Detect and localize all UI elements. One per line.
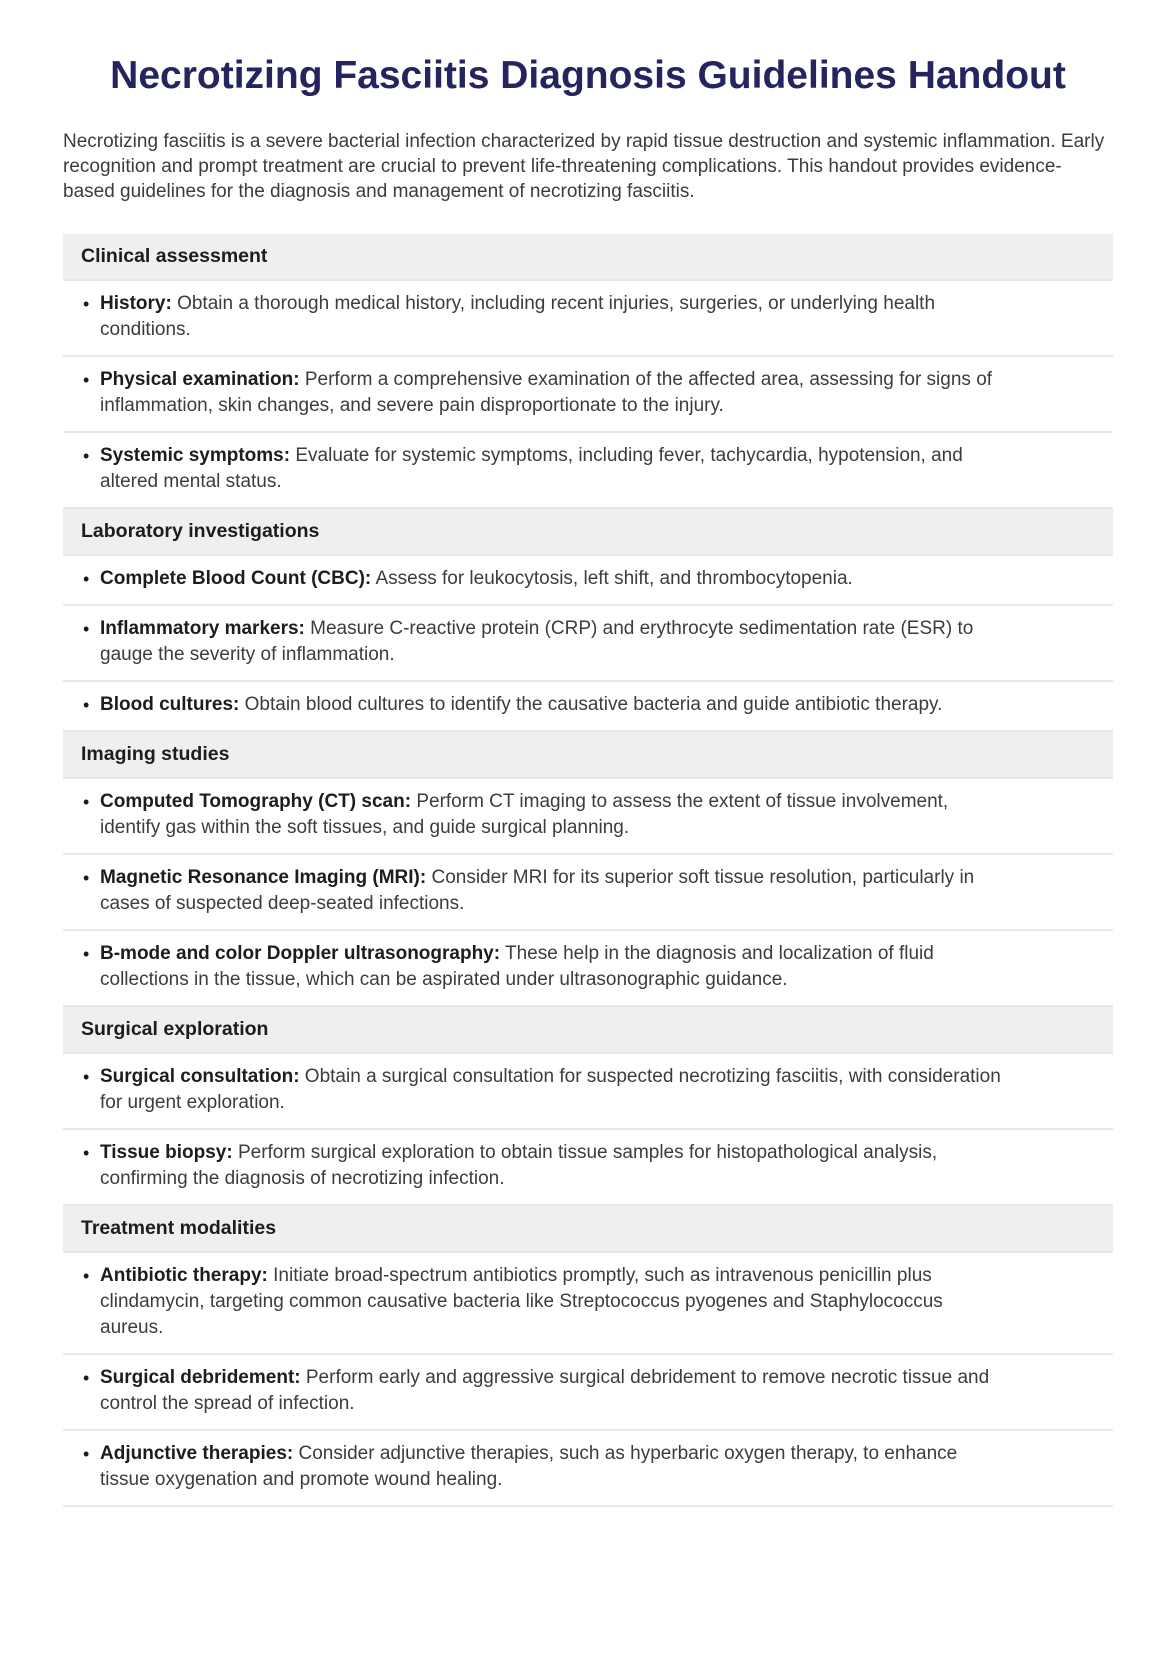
section [63,730,1113,1005]
item-text: Antibiotic therapy: Initiate broad-spectrum antibiotics promptly, such as intravenous penicillin plus clindamycin, targeting common causative bacteria like Streptococcus pyogenes and Staphylococcus aureus. [100,1265,943,1339]
item-label: Surgical consultation: [100,1066,300,1088]
bullet-icon: • [83,1368,90,1389]
section-heading: Surgical exploration [63,1005,1113,1052]
bullet-icon: • [83,944,90,965]
guideline-item [63,777,1113,853]
item-text: History: Obtain a thorough medical history, including recent injuries, surgeries, or underlying health conditions. [100,293,936,341]
intro-paragraph: Necrotizing fasciitis is a severe bacterial infection characterized by rapid tissue destruction and systemic inflammation. Early recognition and prompt treatment are crucial to prevent life-threatening complications. This handout provides evidence-based guidelines for the diagnosis and management of necrotizing fasciitis. [63,131,1105,202]
item-text: Inflammatory markers: Measure C-reactive protein (CRP) and erythrocyte sedimentation rate (ESR) to gauge the severity of inflammation. [100,618,974,666]
item-label: Antibiotic therapy: [100,1265,268,1287]
item-label: Magnetic Resonance Imaging (MRI): [100,867,427,889]
guidelines-table [63,234,1113,1507]
bullet-icon: • [83,792,90,813]
section-heading: Treatment modalities [63,1204,1113,1251]
section [63,507,1113,730]
guideline-item [63,929,1113,1005]
bullet-icon: • [83,695,90,716]
bullet-icon: • [83,868,90,889]
item-label: Tissue biopsy: [100,1142,233,1164]
item-label: Adjunctive therapies: [100,1443,294,1465]
bullet-icon: • [83,1067,90,1088]
guideline-item [63,1251,1113,1353]
guideline-item [63,355,1113,431]
guideline-item [63,554,1113,604]
item-text: Surgical debridement: Perform early and aggressive surgical debridement to remove necrotic tissue and control the spread of infection. [100,1367,990,1415]
section [63,1204,1113,1505]
guideline-item [63,279,1113,355]
bullet-icon: • [83,1444,90,1465]
section-heading: Imaging studies [63,730,1113,777]
guideline-item [63,1353,1113,1429]
guideline-item [63,680,1113,730]
item-label: Computed Tomography (CT) scan: [100,791,412,813]
item-label: Physical examination: [100,369,300,391]
item-text: B-mode and color Doppler ultrasonography: These help in the diagnosis and localization of fluid collections in the tissue, which can be aspirated under ultrasonographic guidance. [100,943,934,991]
bullet-icon: • [83,446,90,467]
item-label: Inflammatory markers: [100,618,305,640]
guideline-item [63,1429,1113,1505]
item-text: Blood cultures: Obtain blood cultures to identify the causative bacteria and guide antibiotic therapy. [100,694,943,716]
bullet-icon: • [83,619,90,640]
item-text: Adjunctive therapies: Consider adjunctive therapies, such as hyperbaric oxygen therapy, to enhance tissue oxygenation and promote wound healing. [100,1443,958,1491]
handout-page [0,50,1176,1537]
item-text: Physical examination: Perform a comprehensive examination of the affected area, assessing for signs of inflammation, skin changes, and severe pain disproportionate to the injury. [100,369,993,417]
item-text: Complete Blood Count (CBC): Assess for leukocytosis, left shift, and thrombocytopenia. [100,568,853,590]
item-label: History: [100,293,172,315]
item-label: Systemic symptoms: [100,445,291,467]
item-text: Magnetic Resonance Imaging (MRI): Consider MRI for its superior soft tissue resolution, particularly in cases of suspected deep-seated infections. [100,867,975,915]
bullet-icon: • [83,1266,90,1287]
item-text: Surgical consultation: Obtain a surgical consultation for suspected necrotizing fasciitis, with consideration for urgent exploration. [100,1066,1001,1114]
guideline-item [63,431,1113,507]
bullet-icon: • [83,569,90,590]
item-label: Blood cultures: [100,694,240,716]
bullet-icon: • [83,370,90,391]
bullet-icon: • [83,294,90,315]
item-text: Tissue biopsy: Perform surgical exploration to obtain tissue samples for histopathological analysis, confirming the diagnosis of necrotizing infection. [100,1142,938,1190]
guideline-item [63,853,1113,929]
section-heading: Clinical assessment [63,234,1113,279]
section [63,1005,1113,1204]
guideline-item [63,604,1113,680]
bullet-icon: • [83,1143,90,1164]
section-heading: Laboratory investigations [63,507,1113,554]
guideline-item [63,1052,1113,1128]
item-label: Complete Blood Count (CBC): [100,568,372,590]
item-text: Computed Tomography (CT) scan: Perform CT imaging to assess the extent of tissue involvement, identify gas within the soft tissues, and guide surgical planning. [100,791,949,839]
item-label: Surgical debridement: [100,1367,301,1389]
page-title: Necrotizing Fasciitis Diagnosis Guidelines Handout [110,54,1066,97]
section [63,234,1113,507]
item-label: B-mode and color Doppler ultrasonography: [100,943,501,965]
item-text: Systemic symptoms: Evaluate for systemic symptoms, including fever, tachycardia, hypotension, and altered mental status. [100,445,963,493]
guideline-item [63,1128,1113,1204]
